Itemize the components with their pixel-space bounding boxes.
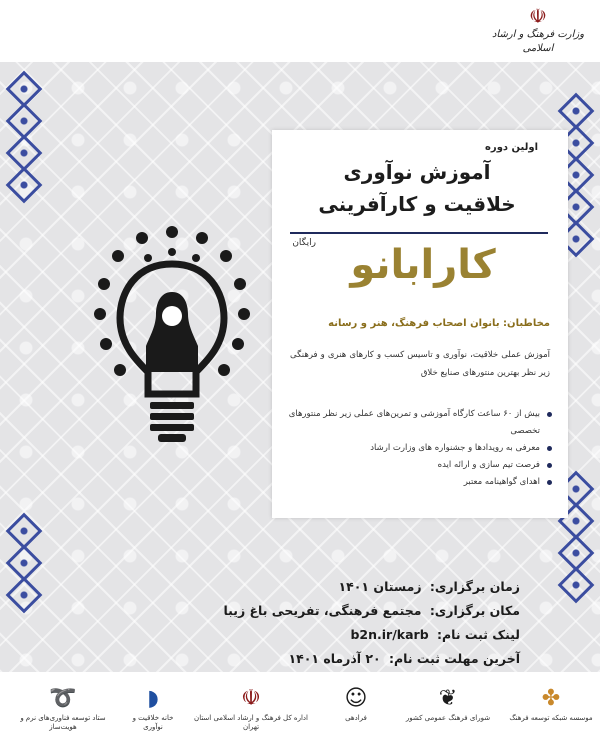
feature-item: معرفی به رویدادها و جشنواره های وزارت ارشاد (288, 440, 552, 457)
header (0, 0, 600, 62)
event-time (100, 575, 520, 599)
ornament-left (4, 70, 44, 204)
content-panel (272, 130, 568, 518)
ministry-logo (490, 4, 586, 60)
logo-caption: موسسه شبکه توسعه فرهنگ (509, 714, 593, 722)
portrait-icon: ☺ فرادهی (326, 684, 386, 740)
event-info (100, 575, 520, 671)
description-text: آموزش عملی خلاقیت، نوآوری و تاسیس کسب و کارهای هنری و فرهنگی زیر نظر بهترین منتورهای صنایع خلاق (290, 350, 550, 378)
title-divider (290, 232, 548, 234)
free-label: رایگان (292, 238, 316, 248)
title-line-1: آموزش نوآوری (343, 160, 491, 184)
feature-item: بیش از ۶۰ ساعت کارگاه آموزشی و تمرین‌های عملی زیر نظر منتورهای تخصصی (288, 406, 552, 440)
lightbulb-woman-icon (92, 222, 252, 452)
event-time-label: زمان برگزاری: (429, 579, 520, 594)
event-place (100, 599, 520, 623)
title-line-2: خلاقیت و کارآفرینی (318, 192, 516, 216)
registration-link-value[interactable]: b2n.ir/karb (350, 627, 429, 642)
event-place-value: مجتمع فرهنگی، تفریحی باغ زیبا (223, 603, 422, 618)
brand-title: کارابانو (350, 242, 496, 288)
drop-icon: ◗ خانه خلاقیت و نوآوری (126, 684, 180, 740)
sponsor-footer (0, 672, 600, 750)
logo-caption: خانه خلاقیت و نوآوری (132, 714, 174, 731)
event-time-value: زمستان ۱۴۰۱ (338, 579, 422, 594)
emblem-icon: ☫ (529, 4, 547, 28)
feature-item: فرصت تیم سازی و ارائه ایده (288, 457, 552, 474)
ministry-icon: ☫ اداره کل فرهنگ و ارشاد اسلامی استان تهران (186, 684, 316, 740)
feature-item: اهدای گواهینامه معتبر (288, 474, 552, 491)
ministry-name: وزارت فرهنگ و ارشاد اسلامی (491, 29, 585, 54)
ornament-left-bottom (4, 512, 44, 614)
network-icon: ✤ موسسه شبکه توسعه فرهنگ (509, 686, 593, 722)
edition-label: اولین دوره (485, 142, 538, 153)
logo-caption: فرادهی (345, 714, 367, 722)
logo-caption: شورای فرهنگ عمومی کشور (405, 714, 491, 722)
registration-link-label: لینک ثبت نام: (437, 627, 520, 642)
ribbon-icon: ➰ ستاد توسعه فناوری‌های نرم و هویت‌ساز (8, 684, 118, 740)
logo-caption: اداره کل فرهنگ و ارشاد اسلامی استان تهران (194, 714, 308, 731)
deadline-label: آخرین مهلت ثبت نام: (389, 651, 520, 666)
registration-link (100, 623, 520, 647)
registration-deadline (100, 647, 520, 671)
deadline-value: ۲۰ آذرماه ۱۴۰۱ (288, 651, 381, 666)
audience-text: مخاطبان: بانوان اصحاب فرهنگ، هنر و رسانه (328, 318, 550, 329)
event-place-label: مکان برگزاری: (429, 603, 520, 618)
feature-list (288, 406, 552, 491)
council-icon: ❦ شورای فرهنگ عمومی کشور (396, 684, 500, 740)
logo-caption: ستاد توسعه فناوری‌های نرم و هویت‌ساز (20, 714, 106, 731)
